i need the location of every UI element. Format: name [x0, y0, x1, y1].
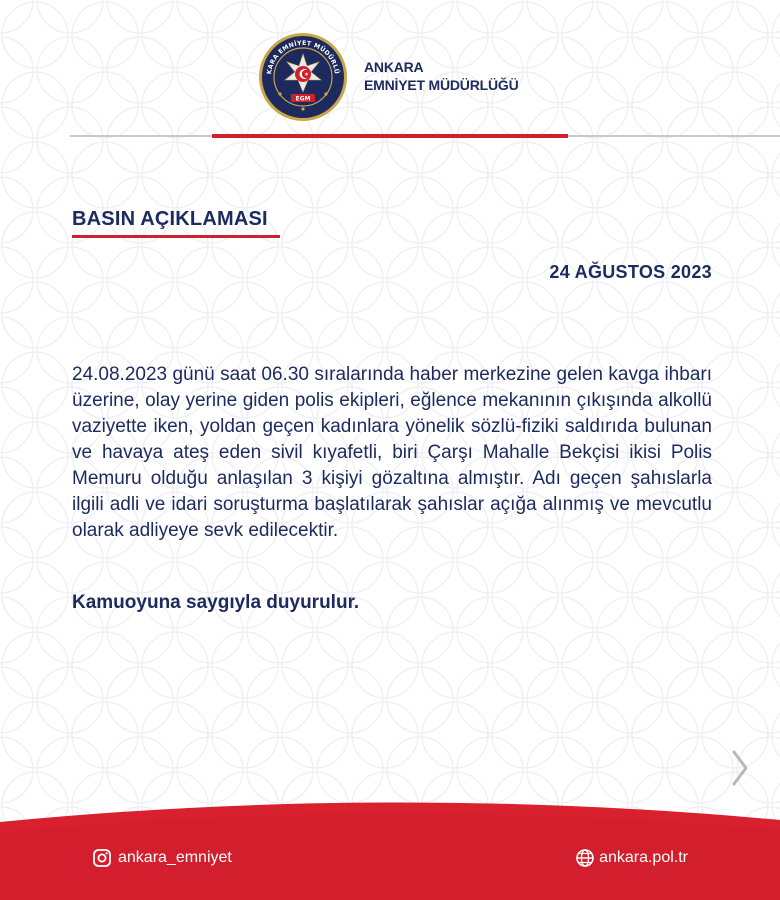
- header-divider-accent: [212, 134, 568, 138]
- logo-badge-text: EGM: [295, 95, 311, 103]
- document-date: 24 AĞUSTOS 2023: [549, 262, 712, 282]
- document-body: 24.08.2023 günü saat 06.30 sıralarında haber merkezine gelen kavga ihbarı üzerine, olay yerine giden polis ekipleri, eğlence mekanının çıkışında alkollü vaziyette iken, yoldan geçen kadınlara yönelik sözlü-fiziki saldırıda bulunan ve havaya ateş eden sivil kıyafetli, biri Çarşı Mahalle Bekçisi ikisi Polis Memuru olduğu anlaşılan 3 kişiyi gözaltına almıştır. Adı geçen şahıslarla ilgili adli ve idari soruşturma başlatılarak şahıslar açığa alınmış ve mevcutlu olarak adliyeye sevk edilecektir.: [72, 364, 712, 541]
- org-name-line2: EMNİYET MÜDÜRLÜĞÜ: [364, 77, 519, 93]
- website-url: ankara.pol.tr: [599, 849, 688, 866]
- document-closing: Kamuoyuna saygıyla duyurulur.: [72, 592, 360, 613]
- footer-band: [0, 790, 780, 900]
- logo-ring-text: KARA EMNİYET MÜDÜRLÜ: [266, 39, 340, 75]
- org-name-line1: ANKARA: [364, 59, 424, 75]
- instagram-link[interactable]: [92, 848, 232, 868]
- title-underline: [72, 235, 280, 238]
- instagram-icon: [92, 848, 112, 868]
- police-logo: [258, 32, 348, 122]
- globe-icon: [575, 848, 595, 868]
- instagram-handle: ankara_emniyet: [118, 849, 232, 866]
- police-badge-icon: [258, 32, 348, 122]
- website-link[interactable]: [575, 848, 688, 868]
- chevron-right-icon[interactable]: [728, 748, 752, 788]
- organization-name: [364, 58, 518, 94]
- document-title: BASIN AÇIKLAMASI: [72, 208, 268, 230]
